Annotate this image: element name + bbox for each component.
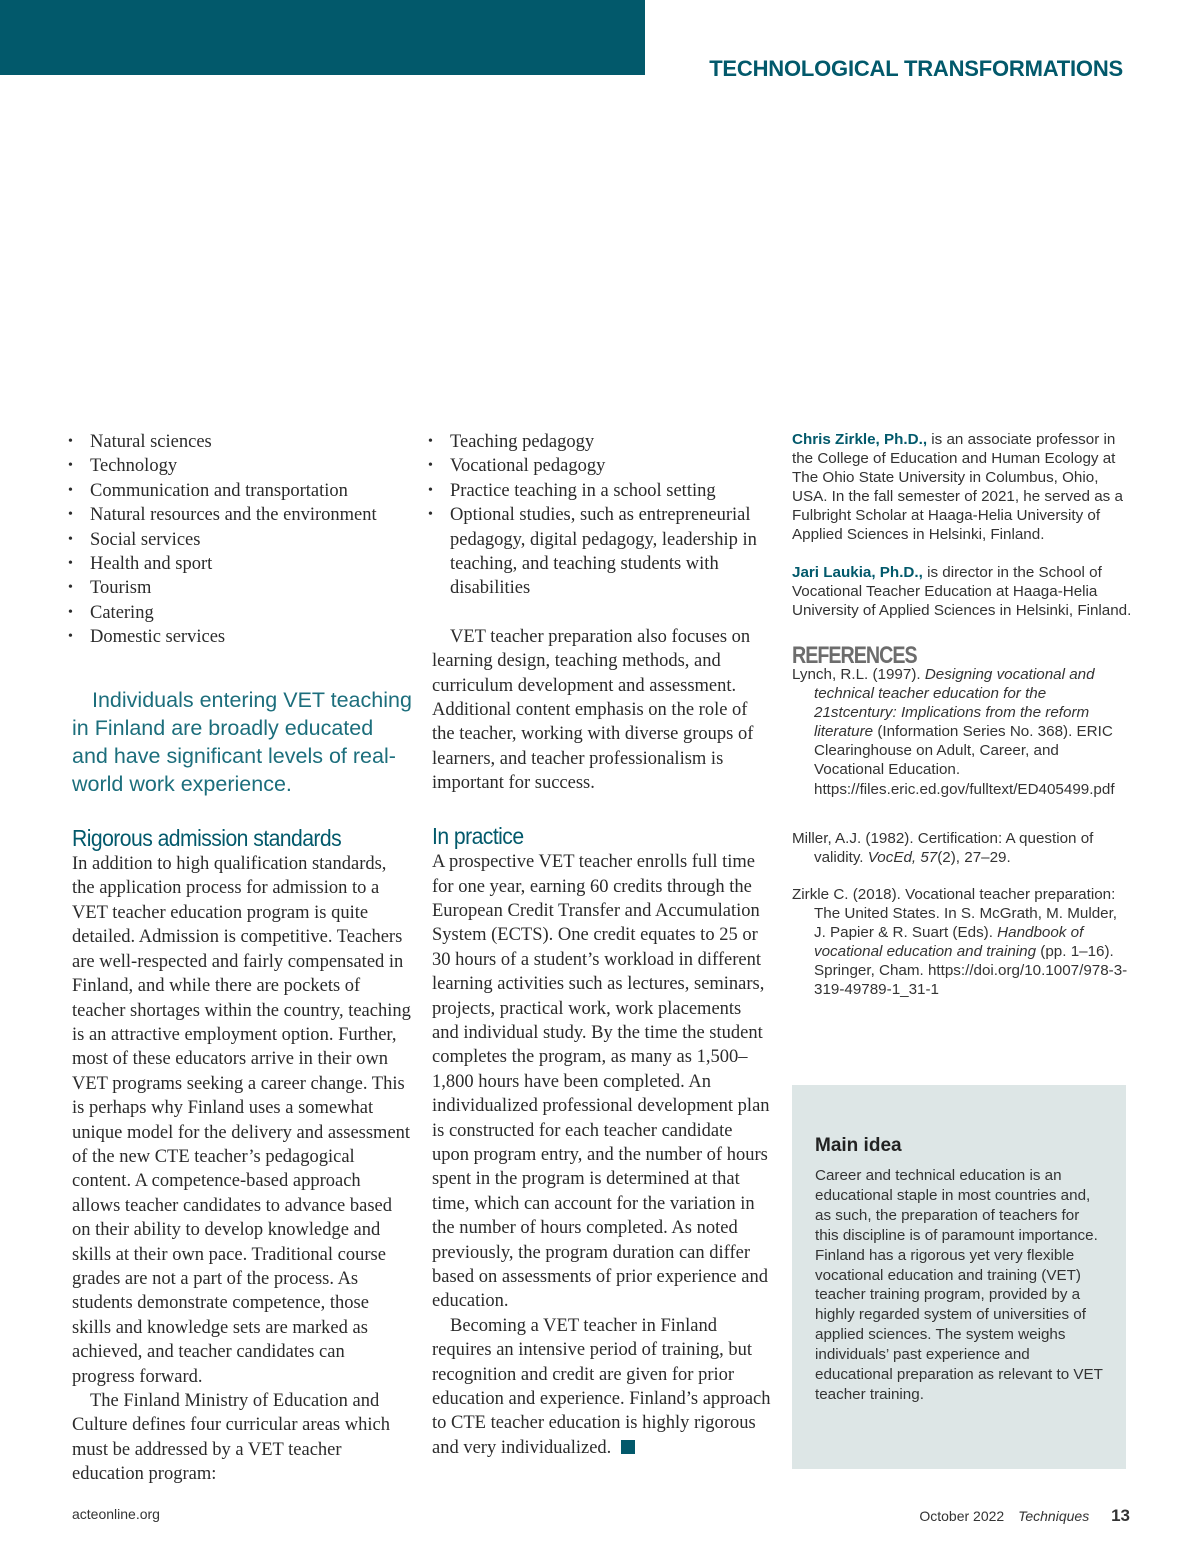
author-bio: [792, 430, 1132, 545]
column-3: [792, 430, 1132, 1017]
body-text: Becoming a VET teacher in Finland requires an intensive period of training, but recognition and credit are given for prior education and experience. Finland’s approach to CTE teacher education is highly rigorous and very individualized.: [432, 1315, 771, 1458]
author-name: Jari Laukia, Ph.D.,: [792, 563, 923, 581]
page-number: 13: [1111, 1506, 1130, 1525]
body-paragraph: In addition to high qualification standards, the application process for admission to a VET teacher education program is quite detailed. Admission is competitive. Teachers are well-respected and fairly compensated in Finland, and while there are pockets of teacher shortages within the country, teaching is an attractive employment option. Further, most of these educators arrive in their own VET programs seeking a career change. This is perhaps why Finland uses a somewhat unique model for the delivery and assessment of the new CTE teacher’s pedagogical content. A competence-based approach allows teacher candidates to advance based on their ability to develop knowledge and skills at their own pace. Traditional course grades are not a part of the process. As students demonstrate competence, those skills and knowledge sets are marked as achieved, and teacher candidates can progress forward.: [72, 854, 411, 1387]
fields-list: [72, 430, 412, 650]
list-item: • Health and sport: [72, 552, 412, 576]
reference-item: [792, 885, 1132, 1000]
reference-text: Zirkle C. (2018). Vocational teacher preparation: The United States. In S. McGrath, M. Mulder, J. Papier & R. Suart (Eds).: [792, 885, 1118, 941]
list-item: • Social services: [72, 528, 412, 552]
section-heading-in-practice: In practice: [432, 822, 524, 849]
references-heading: REFERENCES: [792, 641, 917, 669]
list-item: • Domestic services: [72, 625, 412, 649]
list-item: • Practice teaching in a school setting: [432, 479, 772, 503]
list-item: • Technology: [72, 454, 412, 478]
header-color-bar: [0, 0, 645, 75]
reference-text: (Information Series No. 368). ERIC Clearinghouse on Adult, Career, and Vocational Education. https://files.eric.ed.gov/fulltext/ED405499.pdf: [814, 723, 1115, 798]
column-1: [72, 430, 412, 1487]
list-item: • Teaching pedagogy: [432, 430, 772, 454]
list-item: • Tourism: [72, 576, 412, 600]
main-idea-box: [792, 1085, 1126, 1469]
reference-text: (pp. 1–16). Springer, Cham. https://doi.org/10.1007/978-3-319-49789-1_31-1: [814, 943, 1128, 999]
reference-item: [792, 665, 1132, 799]
reference-text: Lynch, R.L. (1997).: [792, 665, 925, 683]
main-idea-title: Main idea: [815, 1135, 902, 1156]
curricular-areas-list: [432, 430, 772, 601]
reference-text: Miller, A.J. (1982). Certification: A question of validity.: [792, 829, 1094, 866]
author-bio: [792, 563, 1132, 620]
list-item: • Optional studies, such as entrepreneurial pedagogy, digital pedagogy, leadership in teaching, and teaching students with disabilities: [432, 503, 772, 601]
author-bio-text: is director in the School of Vocational Teacher Education at Haaga-Helia University of Applied Sciences in Helsinki, Finland.: [792, 563, 1132, 619]
reference-title: Designing vocational and technical teacher education for the 21stcentury: Implications from the reform literature: [814, 665, 1095, 741]
body-paragraph: [432, 1314, 772, 1460]
reference-title: VocEd, 57: [867, 848, 938, 866]
footer-issue-date: October 2022: [919, 1508, 1005, 1524]
body-paragraph: VET teacher preparation also focuses on learning design, teaching methods, and curriculum development and assessment. Additional content emphasis on the role of the teacher, working with diverse groups of learners, and teacher professionalism is important for success.: [432, 626, 754, 794]
list-item: • Catering: [72, 601, 412, 625]
main-idea-text: Career and technical education is an educational staple in most countries and, as such, the preparation of teachers for this discipline is of paramount importance. Finland has a rigorous yet very flexible vocational education and training (VET) teacher training program, provided by a highly regarded system of universities of applied sciences. The system weighs individuals’ past experience and educational preparation as relevant to VET teacher training.: [815, 1167, 1103, 1403]
reference-text: (2), 27–29.: [937, 848, 1011, 866]
column-2: [432, 430, 772, 1460]
body-paragraph: The Finland Ministry of Education and Culture defines four curricular areas which must be addressed by a VET teacher education program:: [72, 1391, 390, 1485]
footer-site: acteonline.org: [72, 1506, 160, 1522]
end-of-article-mark: [621, 1440, 635, 1454]
list-item: • Communication and transportation: [72, 479, 412, 503]
pull-quote: Individuals entering VET teaching in Finland are broadly educated and have significant levels of real-world work experience.: [72, 687, 412, 796]
list-item: • Natural resources and the environment: [72, 503, 412, 527]
section-heading-admission: Rigorous admission standards: [72, 824, 342, 851]
body-paragraph: A prospective VET teacher enrolls full time for one year, earning 60 credits through the European Credit Transfer and Accumulation System (ECTS). One credit equates to 25 or 30 hours of a student’s workload in different learning activities such as lectures, seminars, projects, practical work, work placements and individual study. By the time the student completes the program, as many as 1,500–1,800 hours have been completed. An individualized professional development plan is constructed for each teacher candidate upon program entry, and the number of hours spent in the program is determined at that time, which can account for the variation in the number of hours completed. As noted previously, the program duration can differ based on assessments of prior experience and education.: [432, 852, 770, 1312]
footer-magazine-name: Techniques: [1018, 1508, 1090, 1524]
list-item: • Natural sciences: [72, 430, 412, 454]
section-label: TECHNOLOGICAL TRANSFORMATIONS: [709, 56, 1123, 81]
reference-title: Handbook of vocational education and training: [814, 923, 1084, 961]
author-bio-text: is an associate professor in the College of Education and Human Ecology at The Ohio State University in Columbus, Ohio, USA. In the fall semester of 2021, he served as a Fulbright Scholar at Haaga-Helia University of Applied Sciences in Helsinki, Finland.: [792, 431, 1123, 544]
list-item: • Vocational pedagogy: [432, 454, 772, 478]
author-name: Chris Zirkle, Ph.D.,: [792, 431, 928, 448]
reference-item: [792, 829, 1132, 867]
footer-issue-info: [919, 1506, 1130, 1526]
